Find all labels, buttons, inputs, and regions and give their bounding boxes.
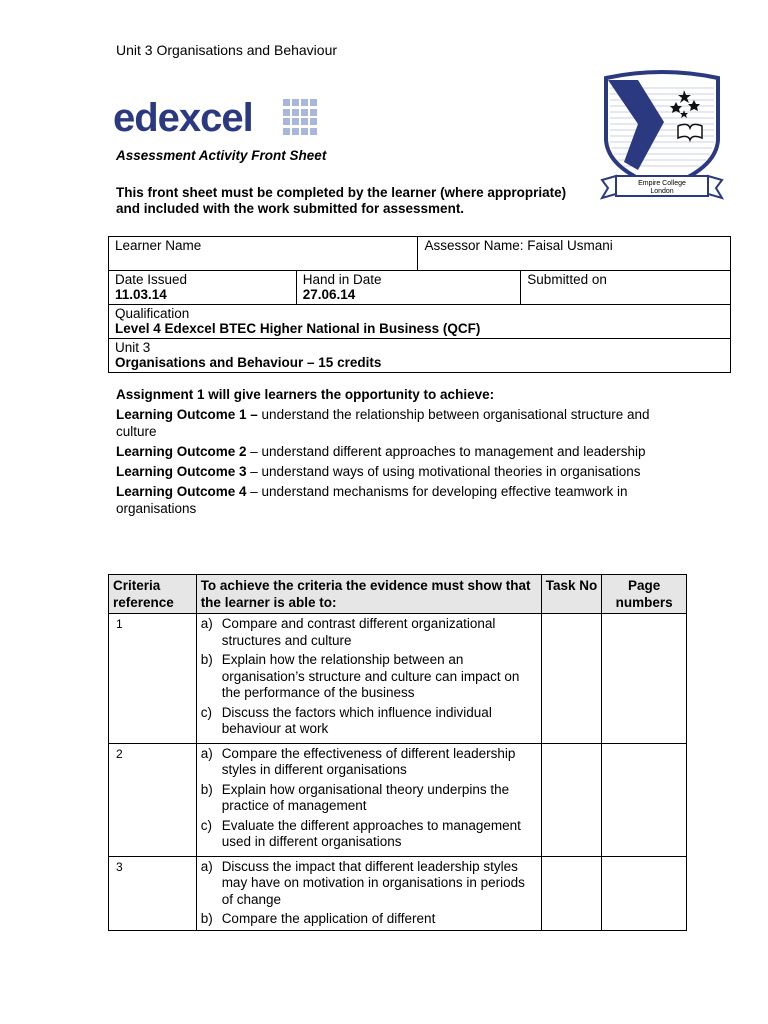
learning-outcome-2: Learning Outcome 2 – understand different approaches to management and leadership xyxy=(116,444,646,459)
learner-info-table xyxy=(108,236,731,373)
evidence-header: To achieve the criteria the evidence must show that the learner is able to: xyxy=(196,575,541,614)
date-issued-label: Date Issued xyxy=(115,272,188,287)
page-numbers-cell[interactable] xyxy=(602,743,687,856)
learning-outcome-3: Learning Outcome 3 – understand ways of using motivational theories in organisations xyxy=(116,464,641,479)
page-header-unit: Unit 3 Organisations and Behaviour xyxy=(116,42,338,58)
learner-name-label: Learner Name xyxy=(115,238,202,253)
criteria-item: Discuss the factors which influence individual behaviour at work xyxy=(221,704,492,736)
unit-label: Unit 3 xyxy=(115,340,151,355)
criteria-item: Explain how the relationship between an organisation’s structure and culture can impact on the performance of the business xyxy=(221,652,520,700)
front-sheet-title: Assessment Activity Front Sheet xyxy=(116,148,327,163)
criteria-ref: 1 xyxy=(109,614,197,744)
crest-banner-line1: Empire College xyxy=(638,180,686,187)
criteria-ref: 2 xyxy=(109,743,197,856)
assessor-name-cell xyxy=(418,237,731,271)
submitted-on-cell[interactable] xyxy=(521,271,731,305)
criteria-item: Explain how organisational theory underpins the practice of management xyxy=(221,781,510,813)
edexcel-logo-dots-icon xyxy=(283,99,321,135)
assessor-name-label: Assessor Name: Faisal Usmani xyxy=(424,238,613,253)
qualification-label: Qualification xyxy=(115,306,190,321)
criteria-table xyxy=(108,574,687,931)
table-row xyxy=(109,856,687,930)
task-no-cell[interactable] xyxy=(541,856,602,930)
learning-outcome-4: Learning Outcome 4 – understand mechanisms for developing effective teamwork in organisations xyxy=(116,484,628,516)
criteria-item: Compare the application of different xyxy=(221,911,436,926)
learning-outcome-1: Learning Outcome 1 – understand the relationship between organisational structure and culture xyxy=(116,407,650,439)
task-no-cell[interactable] xyxy=(541,614,602,744)
learner-name-cell[interactable] xyxy=(109,237,418,271)
page-numbers-header: Page numbers xyxy=(602,575,687,614)
submitted-on-label: Submitted on xyxy=(527,272,607,287)
date-issued-value: 11.03.14 xyxy=(115,287,167,302)
criteria-ref-header: Criteria reference xyxy=(109,575,197,614)
criteria-item: Evaluate the different approaches to management used in different organisations xyxy=(221,817,521,849)
unit-value: Organisations and Behaviour – 15 credits xyxy=(115,355,382,370)
criteria-ref: 3 xyxy=(109,856,197,930)
task-no-cell[interactable] xyxy=(541,743,602,856)
hand-in-date-cell xyxy=(296,271,521,305)
qualification-cell xyxy=(109,305,731,339)
criteria-item: Discuss the impact that different leadership styles may have on motivation in organisations in periods of change xyxy=(221,858,525,907)
page-numbers-cell[interactable] xyxy=(602,614,687,744)
qualification-value: Level 4 Edexcel BTEC Higher National in Business (QCF) xyxy=(115,321,481,336)
learning-outcomes xyxy=(116,386,676,520)
task-no-header: Task No xyxy=(541,575,602,614)
outcomes-heading: Assignment 1 will give learners the opportunity to achieve: xyxy=(116,387,495,402)
evidence-cell: a) Compare and contrast different organizational structures and culture b) Explain how the relationship between an organisation’s structure and culture can impact on the performance of the business c) Discuss the factors which influence individual behaviour at work xyxy=(196,614,541,744)
evidence-cell: a) Compare the effectiveness of different leadership styles in different organisations b) Explain how organisational theory underpins the practice of management c) Evaluate the different approaches to management used in different organisations xyxy=(196,743,541,856)
college-crest-logo xyxy=(598,70,726,202)
hand-in-date-label: Hand in Date xyxy=(302,272,382,287)
table-row xyxy=(109,614,687,744)
page-numbers-cell[interactable] xyxy=(602,856,687,930)
evidence-cell: a) Discuss the impact that different leadership styles may have on motivation in organisations in periods of change b) Compare the application of different xyxy=(196,856,541,930)
criteria-item: Compare the effectiveness of different leadership styles in different organisations xyxy=(221,745,516,777)
unit-cell xyxy=(109,339,731,373)
date-issued-cell xyxy=(109,271,297,305)
criteria-item: Compare and contrast different organizational structures and culture xyxy=(221,616,496,648)
intro-instructions: This front sheet must be completed by the learner (where appropriate) and included with the work submitted for assessment. xyxy=(116,185,567,216)
table-row xyxy=(109,743,687,856)
edexcel-logo: edexcel xyxy=(113,96,253,140)
crest-banner-line2: London xyxy=(650,188,674,195)
hand-in-date-value: 27.06.14 xyxy=(302,287,356,302)
